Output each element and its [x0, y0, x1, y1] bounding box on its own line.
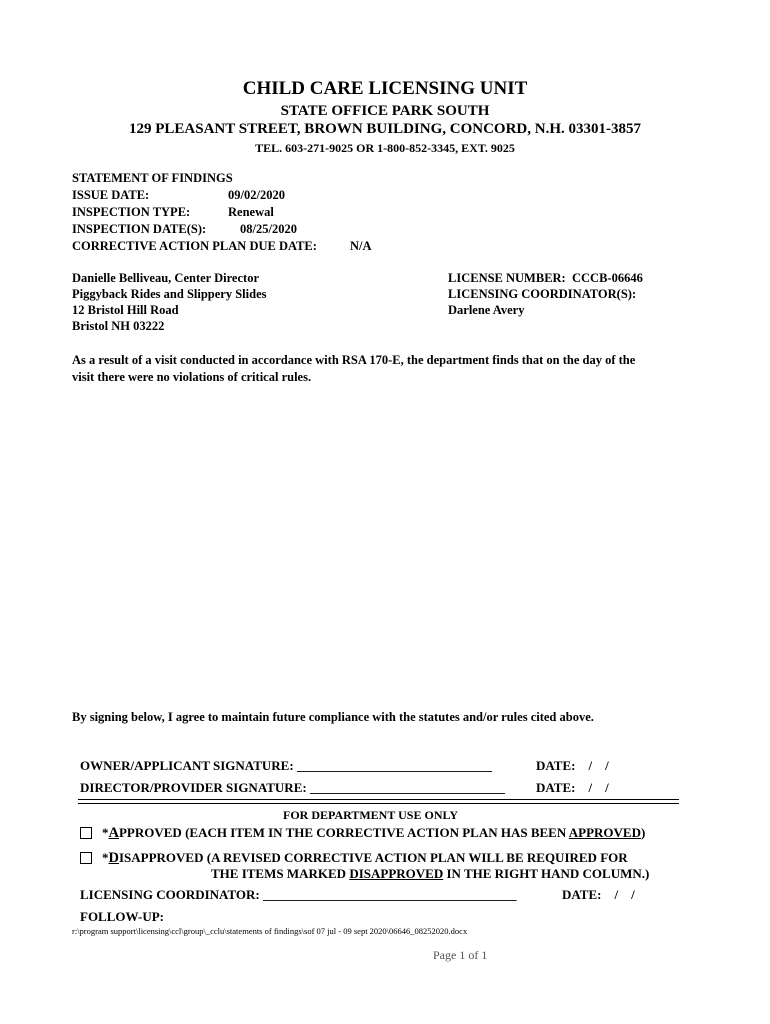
inspection-dates-value: 08/25/2020 [240, 222, 297, 236]
licensing-coordinator-name: Darlene Avery [448, 303, 525, 317]
cap-due-label: CORRECTIVE ACTION PLAN DUE DATE: [72, 239, 317, 253]
approved-underlined-word: APPROVED [568, 825, 641, 840]
findings-line-1: As a result of a visit conducted in accordance with RSA 170-E, the department finds that on the day of the [72, 353, 636, 367]
provider-program: Piggyback Rides and Slippery Slides [72, 287, 267, 301]
approved-close-paren: ) [640, 825, 646, 840]
disapproved-initial: D [108, 850, 119, 866]
owner-date-label: DATE: [536, 758, 576, 773]
coordinator-signature-label: LICENSING COORDINATOR: [80, 887, 260, 902]
director-date [536, 780, 609, 796]
director-signature-row [80, 780, 505, 796]
disapproved-line-2 [211, 866, 649, 882]
findings-line-2: visit there were no violations of critical rules. [72, 370, 312, 384]
agreement-statement: By signing below, I agree to maintain future compliance with the statutes and/or rules cited above. [72, 710, 594, 724]
cap-due-value: N/A [350, 239, 372, 253]
coordinator-signature-row [80, 887, 517, 903]
coordinator-signature-line[interactable]: _______________________________________ [263, 887, 517, 902]
department-use-title: FOR DEPARTMENT USE ONLY [283, 808, 459, 822]
statement-title: STATEMENT OF FINDINGS [72, 171, 233, 185]
inspection-dates-label: INSPECTION DATE(S): [72, 222, 207, 236]
director-signature-label: DIRECTOR/PROVIDER SIGNATURE: [80, 780, 307, 795]
coordinator-date-value[interactable]: / / [614, 887, 635, 902]
inspection-type-value: Renewal [228, 205, 274, 219]
issue-date-value: 09/02/2020 [228, 188, 285, 202]
license-number-value: CCCB-06646 [571, 271, 643, 285]
disapproved-text: ISAPPROVED (A REVISED CORRECTIVE ACTION PLAN WILL BE REQUIRED FOR [118, 850, 628, 865]
inspection-type-label: INSPECTION TYPE: [72, 205, 191, 219]
approved-checkbox[interactable] [80, 827, 92, 839]
divider-rule-bottom [78, 803, 679, 804]
director-signature-line[interactable]: ______________________________ [309, 780, 505, 795]
divider-rule-top [78, 799, 679, 800]
owner-date-value[interactable]: / / [588, 758, 609, 773]
approved-initial: A [108, 825, 119, 841]
office-name: STATE OFFICE PARK SOUTH [280, 103, 490, 119]
coordinator-date [562, 887, 635, 903]
owner-signature-line[interactable]: ______________________________ [296, 758, 492, 773]
license-number [448, 271, 643, 286]
office-phone: TEL. 603-271-9025 OR 1-800-852-3345, EXT. 9025 [255, 141, 515, 155]
director-date-label: DATE: [536, 780, 576, 795]
approved-text: PPROVED (EACH ITEM IN THE CORRECTIVE ACTION PLAN HAS BEEN [118, 825, 569, 840]
owner-signature-row [80, 758, 492, 774]
page-number: Page 1 of 1 [433, 948, 488, 962]
owner-date [536, 758, 609, 774]
disapproved-text-2a: THE ITEMS MARKED [211, 866, 350, 881]
office-address: 129 PLEASANT STREET, BROWN BUILDING, CONCORD, N.H. 03301-3857 [128, 121, 641, 137]
license-number-label: LICENSE NUMBER: [448, 271, 566, 285]
unit-title: CHILD CARE LICENSING UNIT [242, 78, 528, 99]
coordinator-date-label: DATE: [562, 887, 602, 902]
disapproved-option[interactable] [80, 850, 628, 867]
director-date-value[interactable]: / / [588, 780, 609, 795]
file-path: r:\program support\licensing\ccl\group\_cclu\statements of findings\sof 07 jul - 09 sept 2020\06646_08252020.docx [72, 926, 468, 936]
disapproved-underlined-word: DISAPPROVED [349, 866, 444, 881]
disapproved-asterisk: * [102, 850, 109, 865]
provider-name: Danielle Belliveau, Center Director [72, 271, 259, 285]
disapproved-checkbox[interactable] [80, 852, 92, 864]
provider-street: 12 Bristol Hill Road [72, 303, 179, 317]
disapproved-text-2b: IN THE RIGHT HAND COLUMN.) [443, 866, 650, 881]
provider-city: Bristol NH 03222 [72, 319, 165, 333]
licensing-coordinator-label: LICENSING COORDINATOR(S): [448, 287, 637, 301]
owner-signature-label: OWNER/APPLICANT SIGNATURE: [80, 758, 294, 773]
issue-date-label: ISSUE DATE: [72, 188, 150, 202]
approved-option[interactable] [80, 825, 645, 842]
approved-asterisk: * [102, 825, 109, 840]
follow-up-label: FOLLOW-UP: [80, 909, 165, 924]
